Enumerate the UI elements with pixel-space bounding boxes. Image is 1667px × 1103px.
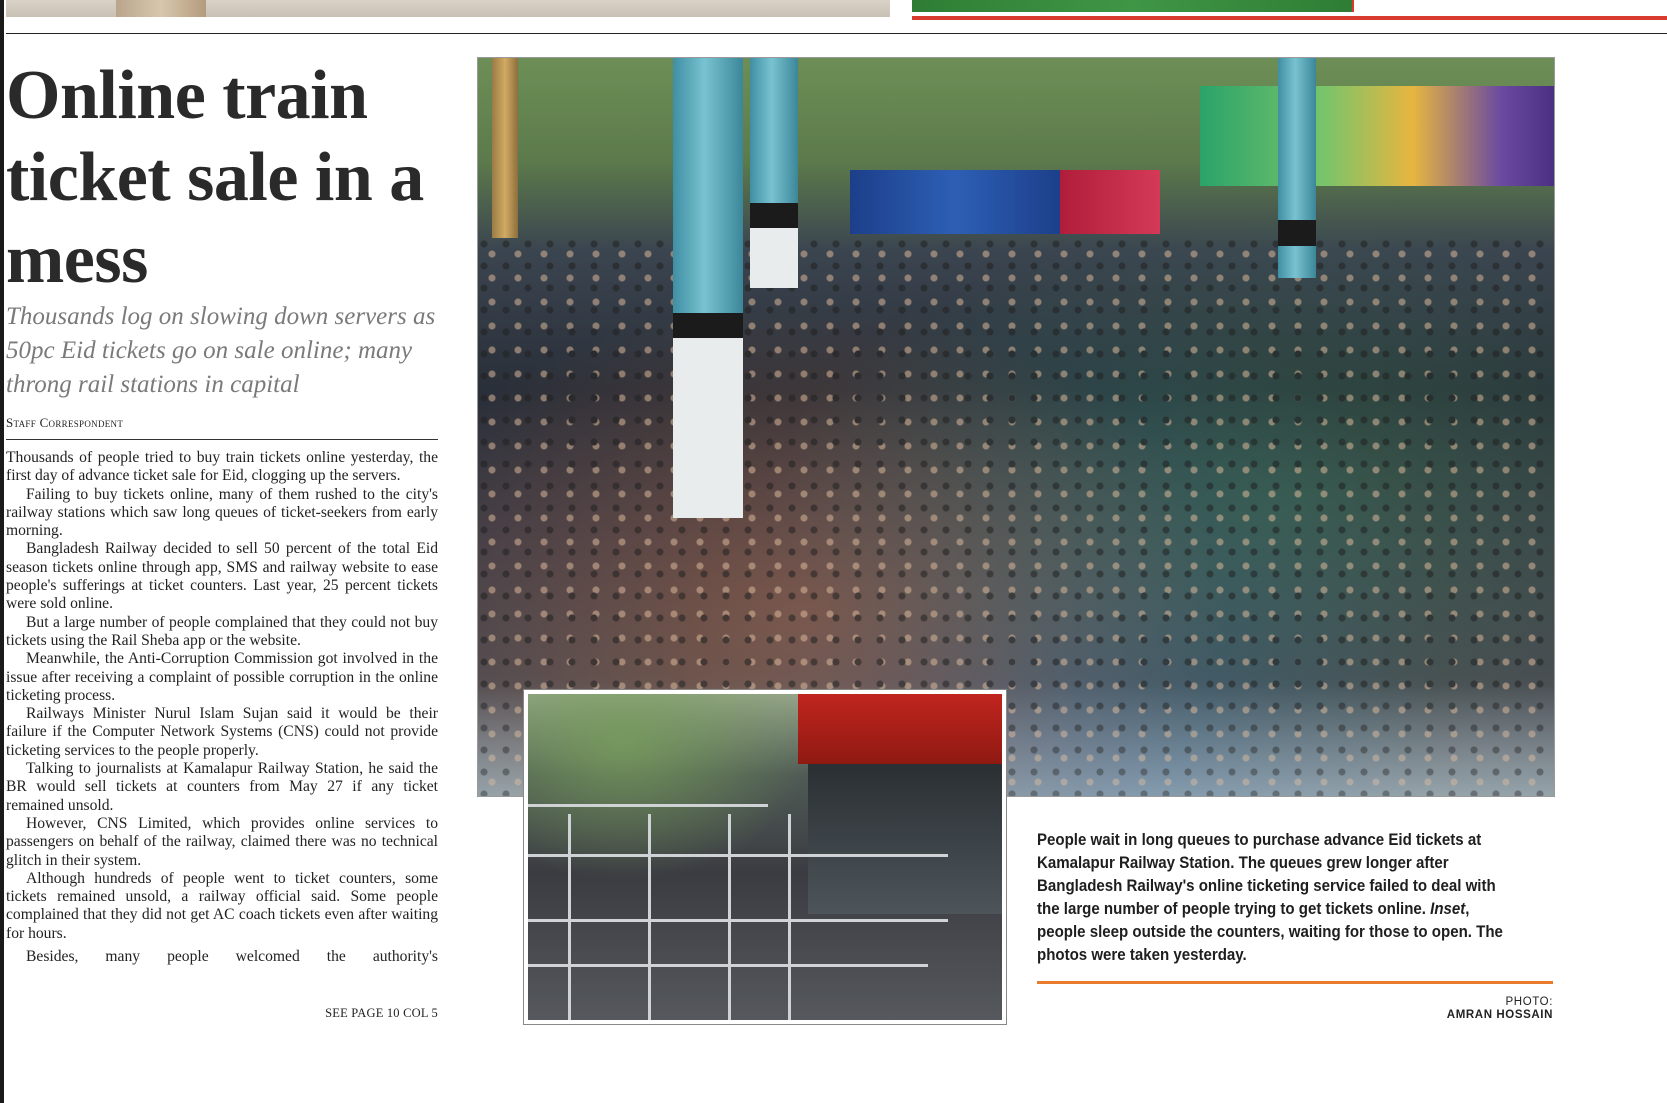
- photo-pillar: [673, 58, 743, 518]
- body-paragraph: Besides, many people welcomed the authority's: [26, 948, 438, 966]
- body-paragraph: However, CNS Limited, which provides online services to passengers on behalf of the railway, claimed there was no technical glitch in their system.: [6, 814, 438, 869]
- inset-railing-post: [788, 814, 791, 1020]
- inset-railing: [528, 804, 768, 807]
- photo-credit-label: PHOTO:: [1505, 996, 1553, 1008]
- article-body: [6, 449, 438, 966]
- photo-pillar: [750, 58, 798, 288]
- continued-jump-line: SEE PAGE 10 COL 5: [325, 1006, 438, 1020]
- photo-pillar: [1278, 58, 1316, 278]
- inset-counter-sign: [798, 694, 1002, 764]
- caption-inset-word: Inset: [1430, 900, 1466, 918]
- photo-credit-name: AMRAN HOSSAIN: [1446, 1009, 1553, 1021]
- photo-info-banner-red: [1060, 170, 1160, 234]
- caption-text-end: , people sleep outside the counters, waiting for those to open. The photos were taken yesterday.: [1037, 900, 1503, 964]
- body-paragraph: Thousands of people tried to buy train tickets online yesterday, the first day of advance ticket sale for Eid, clogging up the servers.: [6, 449, 438, 485]
- inset-photo-people-sleeping: [524, 690, 1006, 1024]
- caption-text: People wait in long queues to purchase advance Eid tickets at Kamalapur Railway Station. The queues grew longer after Bangladesh Railway's online ticketing service failed to deal with the large number of people trying to get tickets online.: [1037, 831, 1496, 918]
- photo-credit: [1300, 996, 1553, 1022]
- section-divider: [6, 33, 1667, 34]
- inset-counter-window: [808, 764, 1002, 914]
- caption-rule: [1037, 981, 1553, 984]
- main-photo-crowd-at-station: [477, 57, 1555, 797]
- page-edge: [0, 0, 4, 1103]
- photo-info-banner: [850, 170, 1060, 234]
- body-paragraph: Failing to buy tickets online, many of them rushed to the city's railway stations which saw long queues of ticket-seekers from early morning.: [6, 485, 438, 540]
- body-paragraph: Bangladesh Railway decided to sell 50 percent of the total Eid season tickets online through app, SMS and railway website to ease people's sufferings at ticket counters. Last year, 25 percent tickets were sold online.: [6, 540, 438, 613]
- body-paragraph: Talking to journalists at Kamalapur Railway Station, he said the BR would sell tickets at counters from May 27 if any ticket remained unsold.: [6, 760, 438, 814]
- body-paragraph: Although hundreds of people went to ticket counters, some tickets remained unsold, a railway official said. Some people complained that they did not get AC coach tickets even after waiting for hours.: [6, 869, 438, 942]
- deck-subheadline: Thousands log on slowing down servers as 50pc Eid tickets go on sale online; many throng rail stations in capital: [6, 303, 436, 398]
- photo-caption: [1037, 829, 1521, 967]
- photo-pillar: [492, 58, 518, 238]
- inset-railing: [528, 854, 948, 857]
- inset-railing-post: [728, 814, 731, 1020]
- previous-story-banner-strip: [912, 0, 1667, 20]
- inset-railing: [528, 919, 948, 922]
- previous-story-photo-strip: [6, 0, 890, 17]
- inset-railing-post: [568, 814, 571, 1020]
- body-paragraph: Meanwhile, the Anti-Corruption Commission got involved in the issue after receiving a complaint of possible corruption in the online ticketing process.: [6, 650, 438, 704]
- photo-billboard: [1200, 86, 1554, 186]
- byline: Staff Correspondent: [6, 415, 438, 440]
- body-paragraph: Railways Minister Nurul Islam Sujan said it would be their failure if the Computer Network Systems (CNS) could not provide ticketing services to the people properly.: [6, 705, 438, 759]
- headline: Online train ticket sale in a mess: [6, 57, 424, 298]
- body-paragraph: But a large number of people complained that they could not buy tickets using the Rail Sheba app or the website.: [6, 613, 438, 649]
- inset-railing-post: [648, 814, 651, 1020]
